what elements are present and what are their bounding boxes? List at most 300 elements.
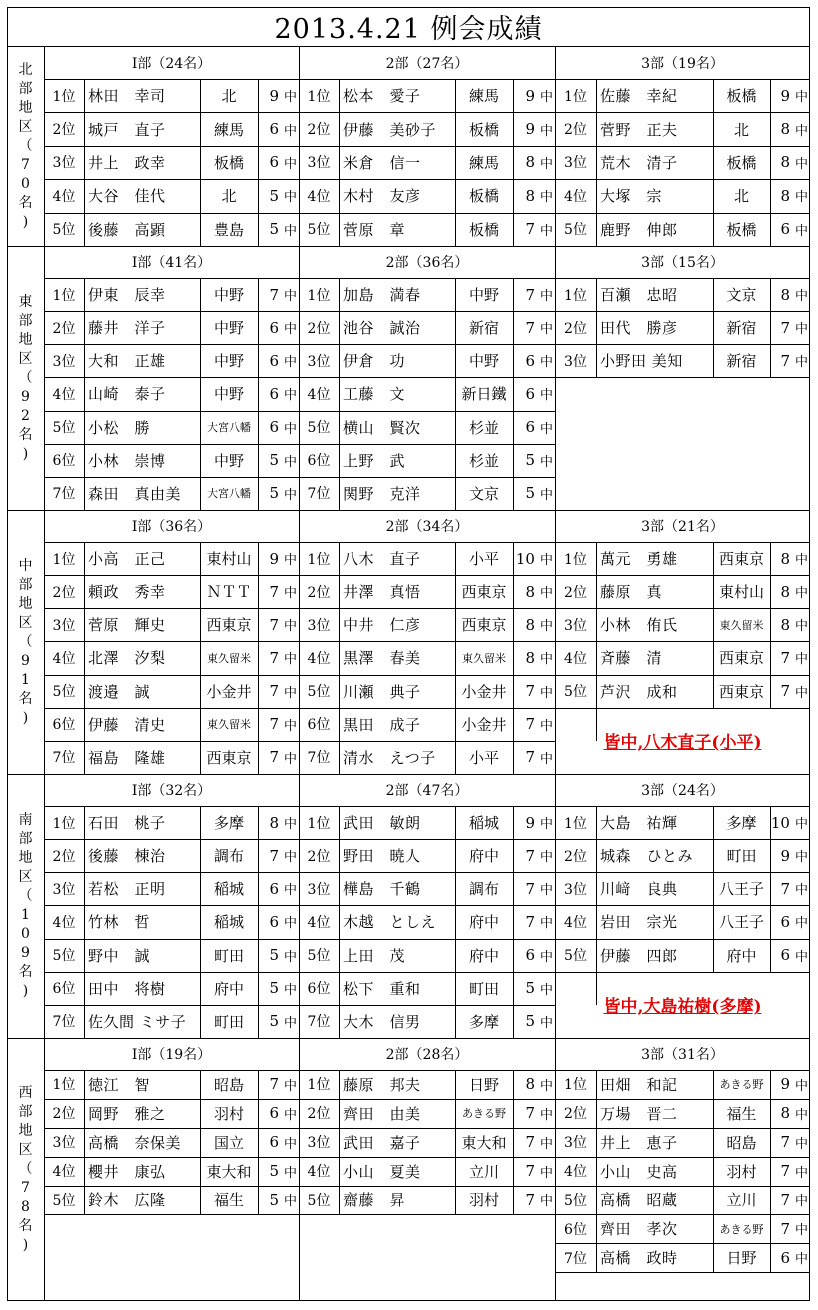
grid-line bbox=[339, 806, 340, 839]
score-cell bbox=[258, 641, 299, 674]
score-value: 7 bbox=[780, 1190, 790, 1209]
club-location: 稲城 bbox=[468, 814, 499, 833]
grid-line bbox=[200, 641, 201, 674]
score-unit: 中 bbox=[794, 156, 808, 172]
player-name: 清水 えつ子 bbox=[343, 748, 436, 767]
club-location: 昭島 bbox=[726, 1133, 757, 1152]
rank-cell: 1位 bbox=[307, 815, 331, 832]
club-location: 大宮八幡 bbox=[207, 487, 251, 501]
score-unit: 中 bbox=[539, 1136, 553, 1152]
rank-cell: 2位 bbox=[564, 320, 587, 337]
grid-line bbox=[596, 79, 597, 112]
score-cell bbox=[258, 344, 299, 377]
score-cell bbox=[770, 575, 810, 608]
grid-line bbox=[258, 575, 259, 608]
region-label-char: 地 bbox=[18, 331, 33, 348]
grid-line bbox=[713, 1214, 714, 1243]
club-location: 調布 bbox=[468, 880, 499, 899]
player-name: 石田 桃子 bbox=[88, 814, 166, 833]
player-name: 菅原 輝史 bbox=[88, 616, 166, 635]
grid-line bbox=[339, 839, 340, 872]
grid-line bbox=[596, 575, 597, 608]
score-value: 5 bbox=[269, 220, 279, 239]
score-value: 10 bbox=[770, 813, 790, 832]
grid-line bbox=[200, 806, 201, 839]
grid-line bbox=[258, 444, 259, 477]
grid-line bbox=[513, 708, 514, 741]
player-name: 後藤 高顕 bbox=[88, 220, 166, 239]
grid-line bbox=[200, 542, 201, 575]
grid-line bbox=[513, 1128, 514, 1157]
score-unit: 中 bbox=[283, 1107, 297, 1123]
score-value: 9 bbox=[780, 846, 790, 865]
grid-line bbox=[84, 641, 85, 674]
grid-line bbox=[84, 477, 85, 510]
grid-line bbox=[258, 377, 259, 410]
player-name: 田代 勝彦 bbox=[600, 319, 678, 338]
score-unit: 中 bbox=[283, 1194, 297, 1210]
grid-line bbox=[770, 872, 771, 905]
score-value: 6 bbox=[269, 318, 279, 337]
grid-line bbox=[513, 112, 514, 145]
score-value: 8 bbox=[525, 153, 535, 172]
score-cell bbox=[770, 1070, 810, 1099]
grid-line bbox=[84, 575, 85, 608]
rank-cell: 5位 bbox=[564, 1192, 587, 1209]
score-unit: 中 bbox=[283, 586, 297, 602]
grid-line bbox=[339, 1070, 340, 1099]
club-location: 新宿 bbox=[468, 319, 499, 338]
score-value: 7 bbox=[269, 846, 279, 865]
club-location: 西東京 bbox=[206, 748, 252, 767]
score-unit: 中 bbox=[794, 1136, 808, 1152]
grid-line bbox=[200, 708, 201, 741]
player-name: 岡野 雅之 bbox=[88, 1104, 166, 1123]
player-name: 藤原 邦夫 bbox=[343, 1075, 421, 1094]
grid-line bbox=[596, 146, 597, 179]
club-location: 八王子 bbox=[718, 913, 764, 932]
grid-line bbox=[339, 411, 340, 444]
club-location: 羽村 bbox=[213, 1104, 244, 1123]
player-name: 松下 重和 bbox=[343, 979, 421, 998]
club-location: 昭島 bbox=[213, 1075, 244, 1094]
score-cell bbox=[513, 1186, 555, 1215]
score-cell bbox=[258, 1128, 299, 1157]
score-unit: 中 bbox=[283, 1165, 297, 1181]
score-cell bbox=[258, 477, 299, 510]
player-name: 小松 勝 bbox=[88, 418, 151, 437]
club-location: 町田 bbox=[726, 847, 757, 866]
grid-line bbox=[770, 1214, 771, 1243]
club-location: 板橋 bbox=[468, 120, 499, 139]
grid-line bbox=[596, 872, 597, 905]
grid-line bbox=[513, 575, 514, 608]
player-name: 福島 隆雄 bbox=[88, 748, 166, 767]
division-header: 2部（36名） bbox=[385, 255, 469, 271]
club-location: 多摩 bbox=[726, 814, 757, 833]
score-value: 6 bbox=[269, 418, 279, 437]
region-label-char: ) bbox=[22, 214, 29, 230]
rank-cell: 3位 bbox=[52, 617, 76, 634]
grid-line bbox=[84, 839, 85, 872]
grid-line bbox=[84, 608, 85, 641]
score-unit: 中 bbox=[283, 751, 297, 767]
grid-line bbox=[84, 872, 85, 905]
rank-cell: 1位 bbox=[307, 88, 331, 105]
score-value: 7 bbox=[780, 318, 790, 337]
grid-line bbox=[200, 1099, 201, 1128]
player-name: 渡邉 誠 bbox=[88, 682, 151, 701]
region-label-char: 7 bbox=[21, 1180, 30, 1196]
grid-line bbox=[84, 905, 85, 938]
grid-line bbox=[770, 278, 771, 311]
club-location: 小金井 bbox=[206, 682, 252, 701]
score-cell bbox=[513, 179, 555, 212]
score-unit: 中 bbox=[539, 1194, 553, 1210]
club-location: 板橋 bbox=[468, 187, 499, 206]
club-location: 中野 bbox=[213, 286, 244, 305]
player-name: 齊田 由美 bbox=[343, 1104, 421, 1123]
region-label-char: 名 bbox=[18, 1218, 33, 1234]
rank-cell: 4位 bbox=[564, 1164, 587, 1181]
player-name: 百瀬 忠昭 bbox=[600, 286, 678, 305]
score-unit: 中 bbox=[794, 322, 808, 338]
score-cell bbox=[770, 806, 810, 839]
score-unit: 中 bbox=[794, 619, 808, 635]
grid-line bbox=[258, 839, 259, 872]
score-unit: 中 bbox=[539, 454, 553, 470]
score-unit: 中 bbox=[283, 322, 297, 338]
score-unit: 中 bbox=[283, 916, 297, 932]
grid-line bbox=[513, 278, 514, 311]
score-unit: 中 bbox=[794, 685, 808, 701]
score-cell bbox=[513, 905, 555, 938]
club-location: 多摩 bbox=[213, 814, 244, 833]
player-name: 藤井 洋子 bbox=[88, 319, 166, 338]
grid-line bbox=[713, 542, 714, 575]
score-unit: 中 bbox=[794, 90, 808, 106]
player-name: 菅野 正夫 bbox=[600, 120, 678, 139]
score-value: 6 bbox=[525, 946, 535, 965]
score-unit: 中 bbox=[283, 1015, 297, 1031]
grid-line bbox=[339, 179, 340, 212]
player-name: 小林 侑氏 bbox=[600, 616, 678, 635]
grid-line bbox=[455, 344, 456, 377]
grid-line bbox=[339, 741, 340, 774]
score-cell bbox=[258, 1005, 299, 1038]
grid-line bbox=[84, 112, 85, 145]
grid-line bbox=[258, 79, 259, 112]
score-value: 7 bbox=[525, 285, 535, 304]
grid-line bbox=[200, 675, 201, 708]
grid-line bbox=[339, 146, 340, 179]
grid-line bbox=[555, 377, 810, 378]
player-name: 米倉 信一 bbox=[343, 153, 421, 172]
club-location: 板橋 bbox=[213, 153, 244, 172]
player-name: 若松 正明 bbox=[88, 880, 166, 899]
grid-line bbox=[513, 1005, 514, 1038]
player-name: 大塚 宗 bbox=[600, 187, 663, 206]
grid-line bbox=[455, 839, 456, 872]
grid-line bbox=[339, 542, 340, 575]
score-cell bbox=[513, 112, 555, 145]
rank-cell: 1位 bbox=[52, 815, 76, 832]
grid-line bbox=[770, 1243, 771, 1272]
grid-line bbox=[339, 1099, 340, 1128]
rank-cell: 2位 bbox=[52, 1106, 76, 1123]
grid-line bbox=[200, 213, 201, 246]
grid-line bbox=[258, 146, 259, 179]
score-value: 9 bbox=[525, 120, 535, 139]
club-location: 多摩 bbox=[468, 1012, 499, 1031]
region-label bbox=[7, 47, 44, 246]
score-unit: 中 bbox=[539, 619, 553, 635]
score-cell bbox=[258, 278, 299, 311]
rank-cell: 7位 bbox=[307, 750, 331, 767]
grid-line bbox=[84, 1186, 85, 1215]
player-name: 木越 としえ bbox=[343, 913, 437, 932]
score-unit: 中 bbox=[283, 685, 297, 701]
grid-line bbox=[713, 675, 714, 708]
rank-cell: 2位 bbox=[52, 320, 76, 337]
grid-line bbox=[339, 477, 340, 510]
score-value: 7 bbox=[780, 1133, 790, 1152]
grid-line bbox=[713, 344, 714, 377]
score-unit: 中 bbox=[283, 190, 297, 206]
grid-line bbox=[258, 939, 259, 972]
rank-cell: 1位 bbox=[564, 815, 587, 832]
score-cell bbox=[513, 939, 555, 972]
rank-cell: 2位 bbox=[52, 848, 76, 865]
grid-line bbox=[84, 278, 85, 311]
grid-line bbox=[258, 806, 259, 839]
score-cell bbox=[770, 179, 810, 212]
grid-line bbox=[84, 146, 85, 179]
grid-line bbox=[596, 311, 597, 344]
score-value: 5 bbox=[525, 979, 535, 998]
player-name: 齊田 孝次 bbox=[600, 1220, 678, 1239]
player-name: 山崎 泰子 bbox=[88, 385, 166, 404]
grid-line bbox=[770, 112, 771, 145]
score-value: 8 bbox=[780, 153, 790, 172]
rank-cell: 3位 bbox=[307, 1135, 331, 1152]
score-cell bbox=[770, 905, 810, 938]
score-unit: 中 bbox=[794, 1078, 808, 1094]
grid-line bbox=[200, 939, 201, 972]
score-value: 6 bbox=[269, 153, 279, 172]
score-unit: 中 bbox=[283, 949, 297, 965]
grid-line bbox=[339, 344, 340, 377]
grid-line bbox=[513, 905, 514, 938]
score-value: 7 bbox=[525, 318, 535, 337]
score-value: 7 bbox=[525, 682, 535, 701]
grid-line bbox=[200, 1070, 201, 1099]
score-unit: 中 bbox=[283, 883, 297, 899]
grid-line bbox=[84, 311, 85, 344]
score-cell bbox=[770, 839, 810, 872]
score-unit: 中 bbox=[794, 850, 808, 866]
grid-line bbox=[596, 806, 597, 839]
score-cell bbox=[513, 79, 555, 112]
player-name: 櫻井 康弘 bbox=[88, 1162, 166, 1181]
player-name: 佐久間 ミサ子 bbox=[88, 1012, 187, 1031]
score-unit: 中 bbox=[283, 982, 297, 998]
score-cell bbox=[258, 377, 299, 410]
grid-line bbox=[596, 939, 597, 972]
perfect-score-note: 皆中,八木直子(小平) bbox=[603, 733, 762, 754]
score-value: 5 bbox=[525, 451, 535, 470]
rank-cell: 2位 bbox=[564, 122, 587, 139]
grid-line bbox=[258, 311, 259, 344]
score-unit: 中 bbox=[794, 1107, 808, 1123]
rank-cell: 5位 bbox=[307, 948, 331, 965]
player-name: 斉藤 清 bbox=[600, 649, 663, 668]
rank-cell: 2位 bbox=[564, 848, 587, 865]
rank-cell: 4位 bbox=[52, 188, 76, 205]
grid-line bbox=[299, 1214, 555, 1215]
player-name: 黒田 成子 bbox=[343, 715, 421, 734]
score-unit: 中 bbox=[283, 388, 297, 404]
grid-line bbox=[200, 575, 201, 608]
score-unit: 中 bbox=[283, 652, 297, 668]
score-unit: 中 bbox=[539, 817, 553, 833]
score-value: 7 bbox=[780, 648, 790, 667]
grid-line bbox=[200, 872, 201, 905]
rank-cell: 7位 bbox=[52, 486, 76, 503]
player-name: 北澤 汐梨 bbox=[88, 649, 166, 668]
player-name: 木村 友彦 bbox=[343, 187, 421, 206]
score-unit: 中 bbox=[794, 817, 808, 833]
region-label bbox=[7, 510, 44, 774]
player-name: 上田 茂 bbox=[343, 946, 406, 965]
score-unit: 中 bbox=[539, 355, 553, 371]
player-name: 竹林 哲 bbox=[88, 913, 151, 932]
score-unit: 中 bbox=[539, 586, 553, 602]
rank-cell: 2位 bbox=[52, 584, 76, 601]
score-cell bbox=[513, 1005, 555, 1038]
region-label-char: 西 bbox=[18, 1085, 33, 1101]
player-name: 大木 信男 bbox=[343, 1012, 421, 1031]
region-label-char: 名 bbox=[18, 964, 33, 980]
rank-cell: 1位 bbox=[52, 1077, 76, 1094]
club-location: 豊島 bbox=[213, 220, 244, 239]
score-value: 5 bbox=[269, 1012, 279, 1031]
grid-line bbox=[713, 213, 714, 246]
club-location: 板橋 bbox=[726, 153, 757, 172]
rank-cell: 3位 bbox=[564, 1135, 587, 1152]
score-value: 8 bbox=[780, 1104, 790, 1123]
rank-cell: 4位 bbox=[564, 188, 587, 205]
score-unit: 中 bbox=[283, 718, 297, 734]
grid-line bbox=[44, 1214, 299, 1215]
club-location: 西東京 bbox=[718, 550, 764, 569]
grid-line bbox=[513, 839, 514, 872]
score-unit: 中 bbox=[794, 289, 808, 305]
division-header: Ⅰ部（19名） bbox=[131, 1047, 212, 1063]
score-value: 5 bbox=[269, 1162, 279, 1181]
grid-line bbox=[513, 1099, 514, 1128]
score-unit: 中 bbox=[794, 553, 808, 569]
grid-line bbox=[513, 939, 514, 972]
player-name: 八木 直子 bbox=[343, 550, 421, 569]
club-location: 町田 bbox=[213, 946, 244, 965]
grid-line bbox=[513, 179, 514, 212]
grid-line bbox=[770, 311, 771, 344]
rank-cell: 3位 bbox=[564, 353, 587, 370]
rank-cell: 5位 bbox=[307, 1192, 331, 1209]
score-value: 6 bbox=[525, 418, 535, 437]
division-header: 2部（34名） bbox=[385, 519, 469, 535]
rank-cell: 5位 bbox=[307, 684, 331, 701]
rank-cell: 3位 bbox=[564, 617, 587, 634]
player-name: 井上 恵子 bbox=[600, 1133, 678, 1152]
score-value: 7 bbox=[269, 748, 279, 767]
club-location: 小平 bbox=[468, 748, 499, 767]
score-value: 8 bbox=[780, 285, 790, 304]
grid-line bbox=[770, 675, 771, 708]
page-title: 2013.4.21 例会成績 bbox=[7, 7, 810, 47]
region-label-char: 南 bbox=[18, 812, 33, 828]
player-name: 大島 祐輝 bbox=[600, 814, 678, 833]
grid-line bbox=[713, 79, 714, 112]
score-cell bbox=[770, 1186, 810, 1215]
division-header: 3部（31名） bbox=[641, 1047, 724, 1063]
player-name: 高橋 昭蔵 bbox=[600, 1191, 678, 1210]
rank-cell: 6位 bbox=[307, 453, 331, 470]
grid-line bbox=[258, 1186, 259, 1215]
grid-line bbox=[513, 377, 514, 410]
grid-line bbox=[200, 278, 201, 311]
club-location: 西東京 bbox=[718, 682, 764, 701]
score-value: 7 bbox=[525, 220, 535, 239]
player-name: 伊藤 清史 bbox=[88, 715, 166, 734]
player-name: 武田 敏朗 bbox=[343, 814, 421, 833]
score-unit: 中 bbox=[539, 1078, 553, 1094]
grid-line bbox=[258, 1157, 259, 1186]
rank-cell: 5位 bbox=[52, 684, 76, 701]
grid-line bbox=[596, 708, 597, 741]
grid-line bbox=[258, 675, 259, 708]
region-label-char: 区 bbox=[18, 350, 33, 367]
region-label-char: 区 bbox=[18, 119, 33, 135]
grid-line bbox=[770, 1186, 771, 1215]
club-location: 町田 bbox=[468, 979, 499, 998]
score-unit: 中 bbox=[539, 850, 553, 866]
score-cell bbox=[258, 741, 299, 774]
grid-line bbox=[513, 972, 514, 1005]
grid-line bbox=[258, 1128, 259, 1157]
player-name: 工藤 文 bbox=[343, 385, 406, 404]
score-cell bbox=[513, 872, 555, 905]
rank-cell: 4位 bbox=[307, 1164, 331, 1181]
score-value: 7 bbox=[269, 615, 279, 634]
score-cell bbox=[258, 542, 299, 575]
grid-line bbox=[84, 675, 85, 708]
score-value: 5 bbox=[525, 484, 535, 503]
player-name: 大和 正雄 bbox=[88, 352, 166, 371]
club-location: 福生 bbox=[726, 1104, 757, 1123]
division-header: 2部（47名） bbox=[385, 783, 469, 799]
score-cell bbox=[770, 872, 810, 905]
grid-line bbox=[455, 575, 456, 608]
player-name: 大谷 佳代 bbox=[88, 187, 166, 206]
club-location: 新日鐵 bbox=[461, 385, 507, 404]
grid-line bbox=[770, 213, 771, 246]
division-header: 3部（15名） bbox=[641, 255, 724, 271]
rank-cell: 1位 bbox=[52, 287, 76, 304]
club-location: 府中 bbox=[213, 979, 244, 998]
score-value: 9 bbox=[780, 86, 790, 105]
